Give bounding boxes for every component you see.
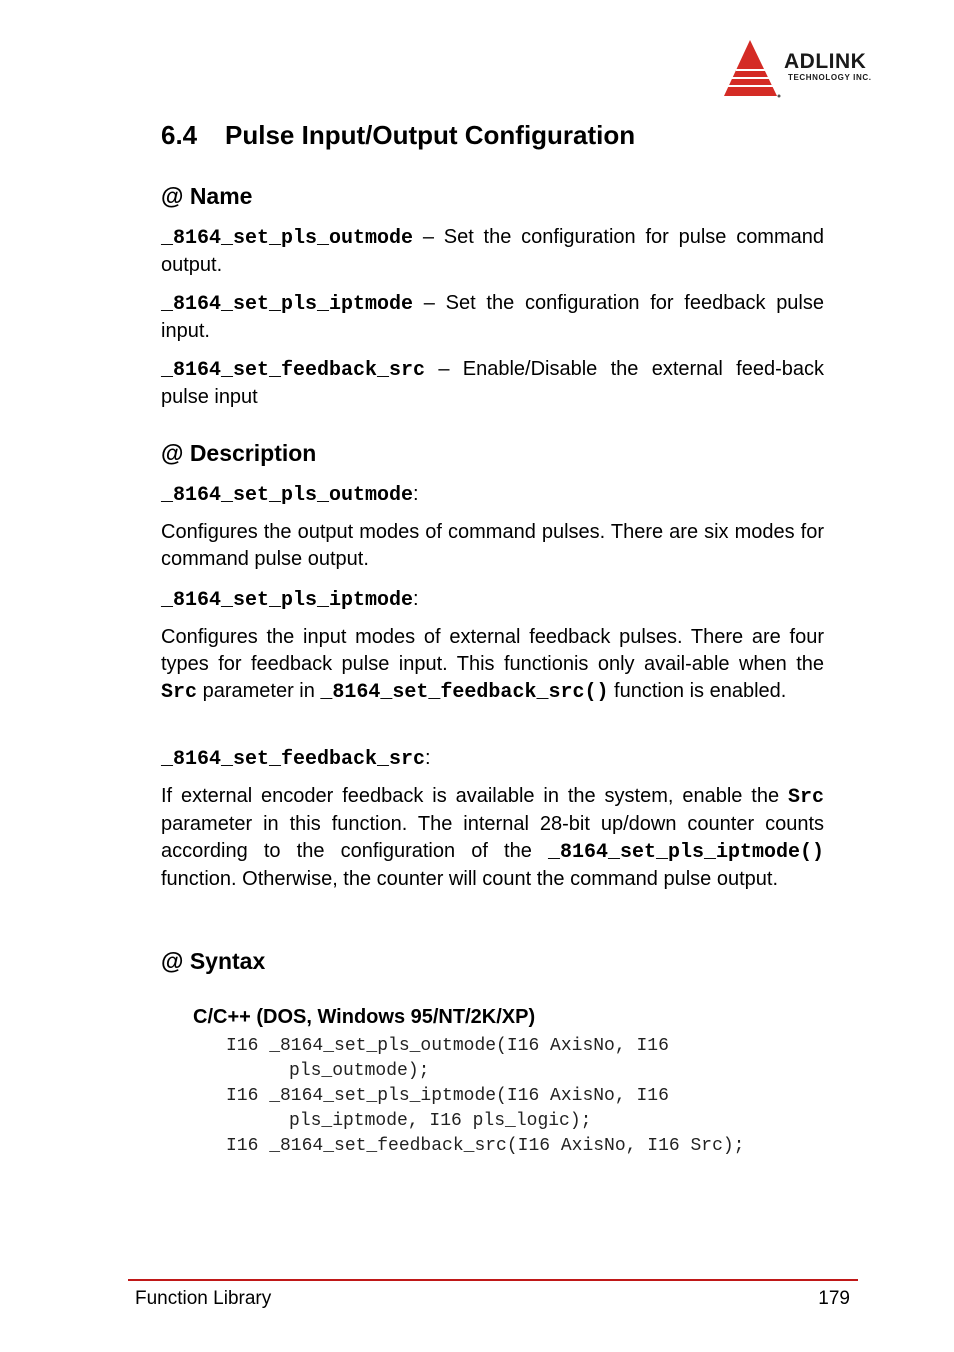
desc-text: parameter in this function. The internal 28-bit up/down counter counts according to the configuration of the xyxy=(161,813,824,862)
function-summary: – Set the configuration for pulse command output. xyxy=(161,226,824,276)
function-summary: – Enable/Disable the external feed-back pulse input xyxy=(161,358,824,408)
code-line: pls_iptmode, I16 pls_logic); xyxy=(289,1111,592,1131)
syntax-heading: @ Syntax xyxy=(161,948,266,974)
function-name: _8164_set_pls_outmode xyxy=(161,484,414,507)
desc-feedback-label xyxy=(161,745,824,773)
name-item-outmode xyxy=(161,224,824,279)
adlink-triangle-icon xyxy=(722,38,782,100)
function-name: _8164_set_pls_outmode xyxy=(161,227,414,250)
function-name: _8164_set_feedback_src() xyxy=(320,681,609,704)
colon: : xyxy=(413,483,419,505)
code-line: pls_outmode); xyxy=(289,1061,430,1081)
section-number: 6.4 xyxy=(161,120,198,150)
function-name: _8164_set_pls_iptmode xyxy=(161,293,414,316)
name-item-iptmode xyxy=(161,290,824,345)
function-name: _8164_set_pls_iptmode xyxy=(161,589,414,612)
function-name: _8164_set_feedback_src xyxy=(161,748,426,771)
name-heading: @ Name xyxy=(161,183,253,209)
footer-chapter: Function Library xyxy=(135,1288,272,1309)
description-heading: @ Description xyxy=(161,440,317,466)
desc-outmode-text: Configures the output modes of command pulses. There are six modes for command pulse output. xyxy=(161,521,824,570)
param-name: Src xyxy=(787,786,824,809)
code-line: I16 _8164_set_feedback_src(I16 AxisNo, I16 Src); xyxy=(226,1136,745,1156)
desc-text: Configures the input modes of external feedback pulses. There are four types for feedback pulse input. This functionis only avail-able when the xyxy=(161,626,824,675)
page-number: 179 xyxy=(818,1288,850,1309)
section-heading xyxy=(161,120,635,151)
desc-iptmode-label xyxy=(161,586,824,614)
desc-iptmode-text xyxy=(161,624,824,706)
desc-outmode-label xyxy=(161,481,824,509)
desc-text: function is enabled. xyxy=(608,680,787,702)
desc-text: If external encoder feedback is available in the system, enable the xyxy=(161,785,788,807)
logo-name: ADLINK xyxy=(784,50,867,73)
desc-feedback-text xyxy=(161,783,824,893)
logo-subtitle: TECHNOLOGY INC. xyxy=(788,73,872,82)
syntax-language: C/C++ (DOS, Windows 95/NT/2K/XP) xyxy=(193,1006,536,1028)
code-line: I16 _8164_set_pls_iptmode(I16 AxisNo, I16 xyxy=(226,1086,669,1106)
desc-text: parameter in xyxy=(197,680,321,702)
colon: : xyxy=(413,588,419,610)
function-name: _8164_set_feedback_src xyxy=(161,359,426,382)
footer-divider xyxy=(128,1279,858,1281)
colon: : xyxy=(425,747,431,769)
function-name: _8164_set_pls_iptmode() xyxy=(547,841,824,864)
code-line: I16 _8164_set_pls_outmode(I16 AxisNo, I16 xyxy=(226,1036,669,1056)
section-title: Pulse Input/Output Configuration xyxy=(225,120,636,150)
name-item-feedback-src xyxy=(161,356,824,411)
adlink-logo xyxy=(722,38,912,100)
param-name: Src xyxy=(161,681,198,704)
function-summary: – Set the configuration for feedback pulse input. xyxy=(161,292,824,342)
desc-text: function. Otherwise, the counter will count the command pulse output. xyxy=(161,868,779,890)
